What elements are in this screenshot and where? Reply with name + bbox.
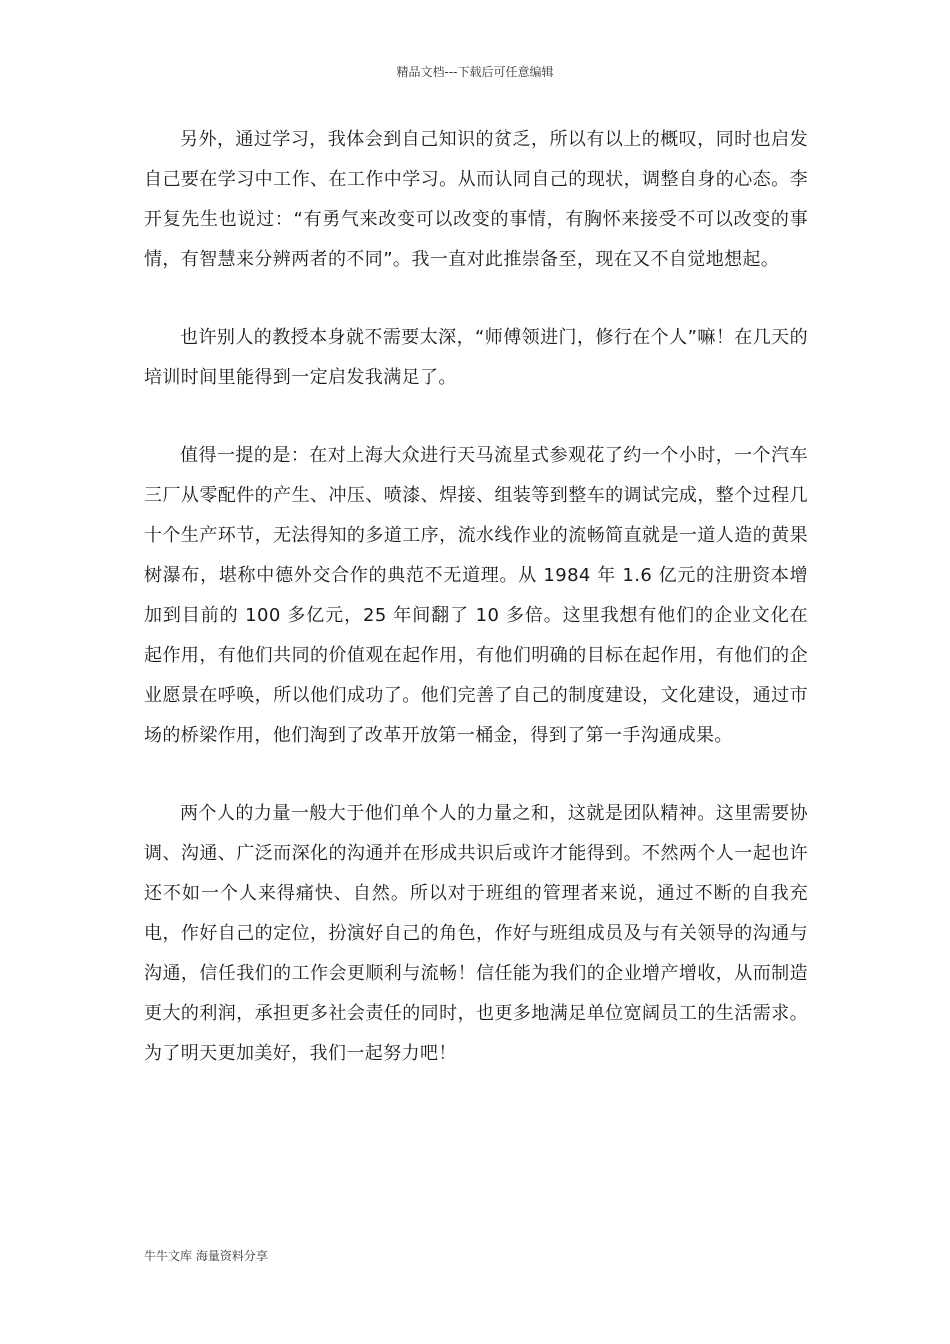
paragraph: 另外，通过学习，我体会到自己知识的贫乏，所以有以上的概叹，同时也启发自己要在学习中工作、在工作中学习。从而认同自己的现状，调整自身的心态。李开复先生也说过：“有勇气来改变可以改变的事情，有胸怀来接受不可以改变的事情，有智慧来分辨两者的不同”。我一直对此推崇备至，现在又不自觉地想起。 [144, 129, 808, 270]
paragraph: 也许别人的教授本身就不需要太深，“师傅领进门，修行在个人”嘛！在几天的培训时间里能得到一定启发我满足了。 [144, 327, 808, 388]
paragraph: 两个人的力量一般大于他们单个人的力量之和，这就是团队精神。这里需要协调、沟通、广泛而深化的沟通并在形成共识后或许才能得到。不然两个人一起也许还不如一个人来得痛快、自然。所以对于班组的管理者来说，通过不断的自我充电，作好自己的定位，扮演好自己的角色，作好与班组成员及与有关领导的沟通与沟通，信任我们的工作会更顺利与流畅！信任能为我们的企业增产增收，从而制造更大的利润，承担更多社会责任的同时，也更多地满足单位宽阔员工的生活需求。为了明天更加美好，我们一起努力吧！ [144, 803, 808, 1064]
paragraph: 值得一提的是：在对上海大众进行天马流星式参观花了约一个小时，一个汽车三厂从零配件的产生、冲压、喷漆、焊接、组装等到整车的调试完成，整个过程几十个生产环节，无法得知的多道工序，流水线作业的流畅简直就是一道人造的黄果树瀑布，堪称中德外交合作的典范不无道理。从 1984 年 1.6 亿元的注册资本增加到目前的 100 多亿元，25 年间翻了 10 多倍。这里我想有他们的企业文化在起作用，有他们共同的价值观在起作用，有他们明确的目标在起作用，有他们的企业愿景在呼唤，所以他们成功了。他们完善了自己的制度建设，文化建设，通过市场的桥梁作用，他们淘到了改革开放第一桶金，得到了第一手沟通成果。 [144, 445, 808, 746]
page-footer: 牛牛文库 海量资料分享 [144, 1249, 268, 1263]
document-body [144, 120, 808, 1074]
page-header: 精品文档---下载后可任意编辑 [396, 65, 554, 79]
